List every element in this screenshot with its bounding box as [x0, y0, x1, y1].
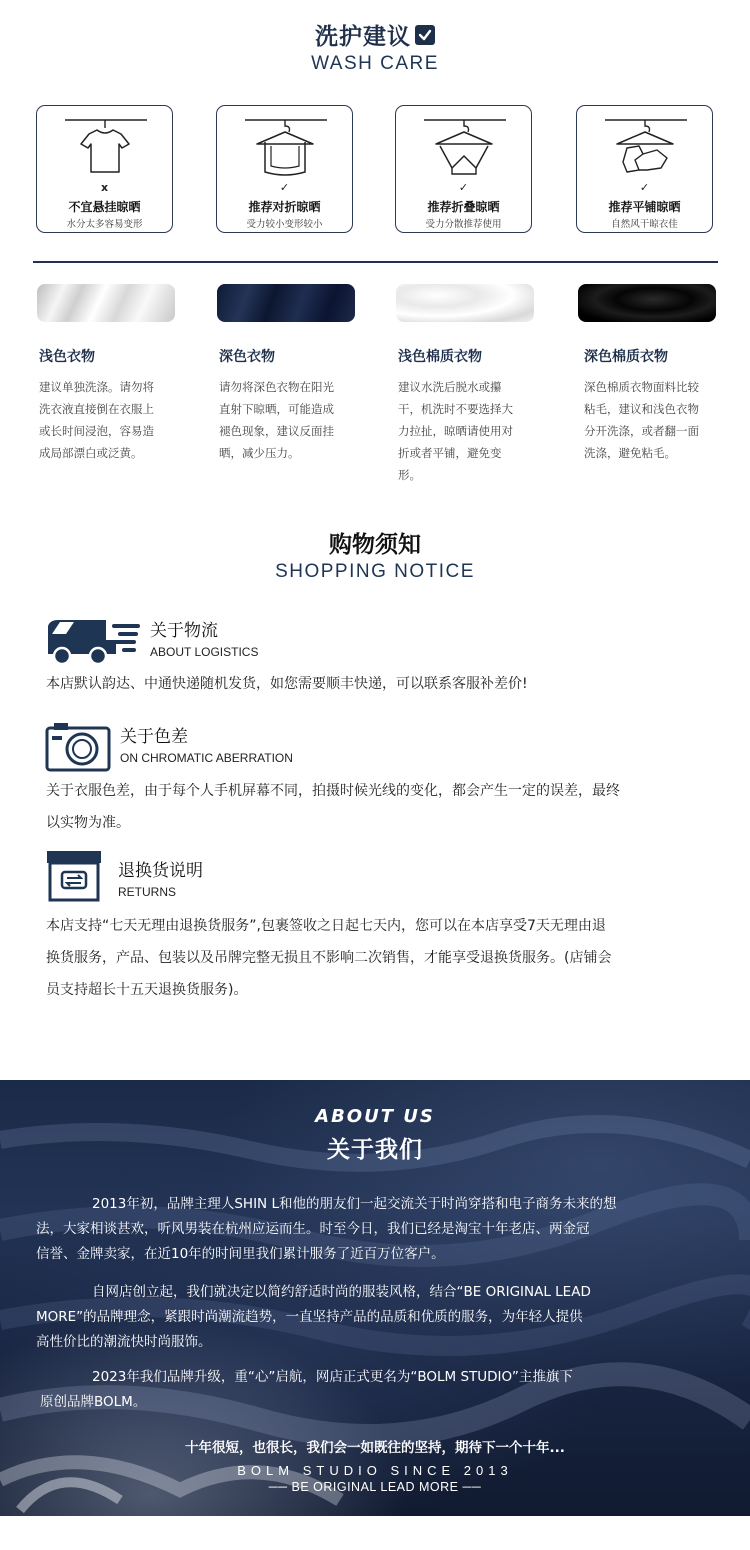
- shopping-notice-header: [0, 526, 750, 583]
- drying-card-title: 不宜悬挂晾晒: [68, 200, 141, 214]
- drying-card-subtitle: 自然风干晾衣佳: [611, 219, 678, 230]
- recommended-mark: ✓: [639, 181, 650, 194]
- color-difference-header: [44, 722, 293, 772]
- drying-card-title: 推荐折叠晾晒: [427, 200, 500, 214]
- hanging-shirt-icon: [37, 112, 174, 182]
- fabric-note-text: 建议水洗后脱水或攥 干，机洗时不要选择大 力拉扯，晾晒请使用对 折或者平铺，避免变 形。: [398, 380, 513, 482]
- drying-card-subtitle: 水分太多容易变形: [66, 219, 143, 230]
- section-divider: [33, 261, 718, 263]
- folded-over-hanger-icon: [217, 112, 354, 182]
- drying-card-title: 推荐对折晾晒: [248, 200, 321, 214]
- drying-card-subtitle: 受力分散推荐使用: [425, 219, 502, 230]
- drying-card-subtitle: 受力较小变形较小: [246, 219, 323, 230]
- about-us-title-cn: 关于我们: [327, 1137, 423, 1163]
- about-us-section: [0, 1080, 750, 1516]
- brand-since: BOLM STUDIO SINCE 2013: [237, 1463, 513, 1478]
- about-footer: [0, 1436, 750, 1494]
- fabric-note-dark: [219, 346, 359, 464]
- fabric-note-dark-cotton: [584, 346, 724, 464]
- logistics-text: 本店默认韵达、中通快递随机发货，如您需要顺丰快递，可以联系客服补差价!: [46, 676, 528, 692]
- about-paragraph-3: 2023年我们品牌升级，重“心”启航，网店正式更名为“BOLM STUDIO”主推旗下 原创品牌BOLM。: [40, 1369, 573, 1410]
- fabric-note-title: 浅色棉质衣物: [398, 349, 482, 365]
- color-difference-subtitle: ON CHROMATIC ABERRATION: [120, 751, 293, 765]
- brand-motto: ── BE ORIGINAL LEAD MORE ──: [268, 1480, 482, 1494]
- returns-text: 本店支持“七天无理由退换货服务”,包裹签收之日起七天内，您可以在本店享受7天无理由退 换货服务，产品、包装以及吊牌完整无损且不影响二次销售，才能享受退换货服务。(店铺会 员支持超长十五天退换货服务)。: [46, 918, 612, 998]
- shopping-notice-title: 购物须知: [329, 532, 421, 558]
- about-slogan: 十年很短，也很长，我们会一如既往的坚持，期待下一个十年...: [185, 1440, 565, 1456]
- drying-methods: [36, 105, 718, 235]
- drying-card-hang: [36, 105, 173, 233]
- return-box-icon: [46, 850, 102, 902]
- drying-card-folded: [395, 105, 532, 233]
- light-fabric-swatch: [37, 284, 175, 322]
- fabric-note-text: 深色棉质衣物面料比较 粘毛，建议和浅色衣物 分开洗涤，或者翻一面 洗涤，避免粘毛。: [584, 380, 699, 460]
- light-cotton-swatch: [396, 284, 534, 322]
- delivery-truck-icon: [44, 616, 142, 666]
- fabric-note-light-cotton: [398, 346, 538, 486]
- recommended-mark: ✓: [458, 181, 469, 194]
- fabric-note-title: 浅色衣物: [39, 349, 95, 365]
- about-us-header: [0, 1106, 750, 1164]
- fabric-note-text: 请勿将深色衣物在阳光 直射下晾晒，可能造成 褪色现象，建议反面挂 晒，减少压力。: [219, 380, 334, 460]
- logistics-header: [44, 616, 258, 666]
- wash-care-subtitle: WASH CARE: [311, 53, 439, 74]
- returns-header: [46, 850, 203, 902]
- flat-dry-icon: [577, 112, 714, 182]
- folded-sweater-icon: [396, 112, 533, 182]
- camera-icon: [44, 722, 112, 772]
- drying-card-flat: [576, 105, 713, 233]
- color-difference-title: 关于色差: [120, 727, 188, 747]
- color-difference-text: 关于衣服色差，由于每个人手机屏幕不同，拍摄时候光线的变化，都会产生一定的误差，最终 以实物为准。: [46, 783, 620, 831]
- about-us-title-en: ABOUT US: [315, 1106, 435, 1127]
- fabric-note-light: [39, 346, 179, 464]
- drying-card-title: 推荐平铺晾晒: [608, 200, 681, 214]
- returns-title: 退换货说明: [118, 861, 203, 881]
- fabric-note-title: 深色棉质衣物: [584, 349, 668, 365]
- logistics-subtitle: ABOUT LOGISTICS: [150, 645, 259, 659]
- recommended-mark: ✓: [279, 181, 290, 194]
- shopping-notice-subtitle: SHOPPING NOTICE: [275, 561, 475, 582]
- drying-card-fold-over: [216, 105, 353, 233]
- about-paragraph-1: 2013年初，品牌主理人SHIN L和他的朋友们一起交流关于时尚穿搭和电子商务未来的想 法，大家相谈甚欢，听风男装在杭州应运而生。时至今日，我们已经是淘宝十年老店、两金冠 信誉、金牌卖家，在近10年的时间里我们累计服务了近百万位客户。: [36, 1196, 617, 1262]
- about-paragraph-2: 自网店创立起，我们就决定以简约舒适时尚的服装风格，结合“BE ORIGINAL LEAD MORE”的品牌理念，紧跟时尚潮流趋势，一直坚持产品的品质和优质的服务，为年轻人提供 高性价比的潮流快时尚服饰。: [36, 1284, 591, 1350]
- returns-subtitle: RETURNS: [118, 885, 177, 899]
- checkbox-icon: [415, 25, 435, 45]
- logistics-title: 关于物流: [150, 621, 218, 641]
- fabric-note-title: 深色衣物: [219, 349, 275, 365]
- wash-care-title: 洗护建议: [315, 18, 435, 51]
- wash-care-header: [0, 18, 750, 75]
- fabric-note-text: 建议单独洗涤。请勿将 洗衣液直接倒在衣服上 或长时间浸泡，容易造 成局部漂白或泛黄。: [39, 380, 154, 460]
- not-recommended-mark: x: [100, 181, 109, 194]
- dark-fabric-swatch: [217, 284, 355, 322]
- dark-cotton-swatch: [578, 284, 716, 322]
